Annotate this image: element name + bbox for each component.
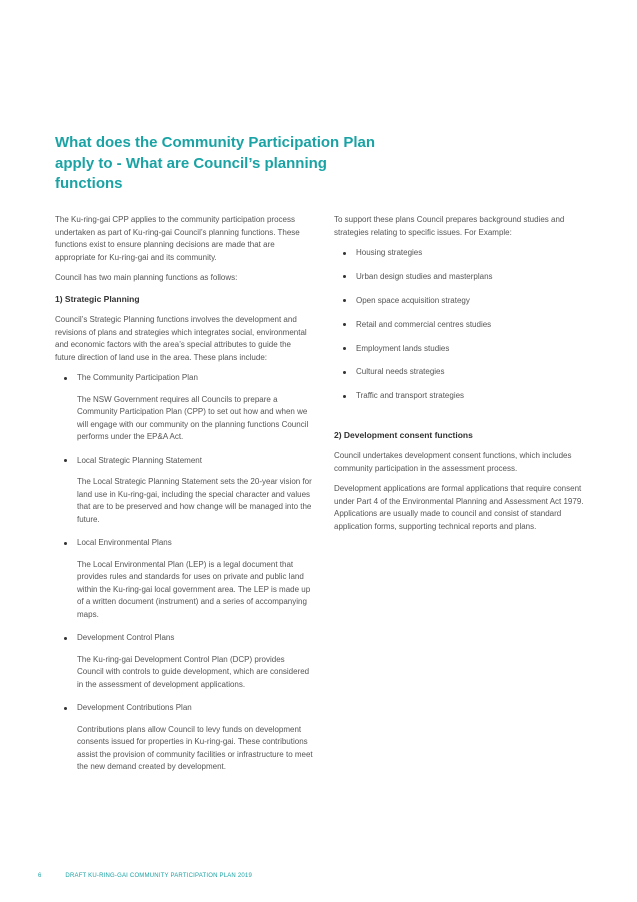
list-item: [55, 537, 313, 621]
section-heading-development-consent: 2) Development consent functions: [334, 429, 473, 440]
list-item-label: Development Control Plans: [55, 632, 313, 645]
left-column: [55, 214, 313, 785]
list-item-label: Local Environmental Plans: [55, 537, 313, 550]
section-heading-strategic-planning: 1) Strategic Planning: [55, 293, 140, 304]
studies-list: [334, 247, 594, 403]
two-functions-paragraph: Council has two main planning functions as follows:: [55, 273, 238, 282]
intro-paragraph: The Ku-ring-gai CPP applies to the community participation process undertaken as part of Ku-ring-gai Council’s planning functions. These functions exist to ensure planning decisions are made that are appropriate for Ku-ring-gai and its community.: [55, 215, 300, 262]
page-footer: [38, 873, 252, 879]
list-item-description: The NSW Government requires all Councils to prepare a Community Participation Plan (CPP) to set out how and when we will engage with our community on the planning functions Council performs under the EP&A Act.: [77, 394, 309, 441]
studies-intro-paragraph: To support these plans Council prepares background studies and strategies relating to specific issues. For Example:: [334, 215, 565, 237]
list-item-description: The Local Strategic Planning Statement sets the 20-year vision for land use in Ku-ring-gai, including the special character and values that are to be preserved and how change will be managed into the future.: [77, 477, 312, 524]
list-item-label: Development Contributions Plan: [55, 702, 313, 715]
list-item-label: The Community Participation Plan: [55, 372, 313, 385]
page-title: What does the Community Participation Plan apply to - What are Council’s planning functions: [55, 134, 376, 192]
strategic-planning-paragraph: Council’s Strategic Planning functions involves the development and revisions of plans and strategies which integrates social, environmental and economic factors with the area’s special attributes to guide the future direction of land use in the area. These plans include:: [55, 315, 307, 362]
list-item: [55, 632, 313, 691]
list-item: Urban design studies and masterplans: [334, 271, 594, 284]
list-item: [55, 702, 313, 774]
list-item: Retail and commercial centres studies: [334, 319, 594, 332]
page-number: 6: [38, 873, 42, 879]
list-item: [55, 372, 313, 444]
list-item: [55, 455, 313, 527]
list-item: Housing strategies: [334, 247, 594, 260]
list-item-description: The Local Environmental Plan (LEP) is a legal document that provides rules and standards for uses on private and public land within the Ku-ring-gai local government area. The LEP is made up of a written document (instrument) and a series of accompanying maps.: [77, 559, 311, 619]
right-column: [334, 214, 594, 541]
list-item-description: Contributions plans allow Council to levy funds on development consents issued for properties in Ku-ring-gai. These contributions assist the provision of community facilities or infrastructure to meet the new demand created by development.: [77, 724, 313, 771]
list-item-description: The Ku-ring-gai Development Control Plan (DCP) provides Council with controls to guide development, which are considered in the assessment of development applications.: [77, 654, 310, 689]
list-item: Traffic and transport strategies: [334, 390, 594, 403]
list-item: Employment lands studies: [334, 343, 594, 356]
list-item: Cultural needs strategies: [334, 366, 594, 379]
footer-document-title: DRAFT KU-RING-GAI COMMUNITY PARTICIPATION PLAN 2019: [65, 873, 252, 879]
list-item: Open space acquisition strategy: [334, 295, 594, 308]
development-consent-paragraph: Council undertakes development consent functions, which includes community participation in the assessment process.: [334, 451, 572, 473]
list-item-label: Local Strategic Planning Statement: [55, 455, 313, 468]
planning-instruments-list: [55, 372, 313, 774]
development-applications-paragraph: Development applications are formal applications that require consent under Part 4 of the Environmental Planning and Assessment Act 1979. Applications are usually made to council and consist of standard application forms, supporting technical reports and plans.: [334, 484, 584, 531]
